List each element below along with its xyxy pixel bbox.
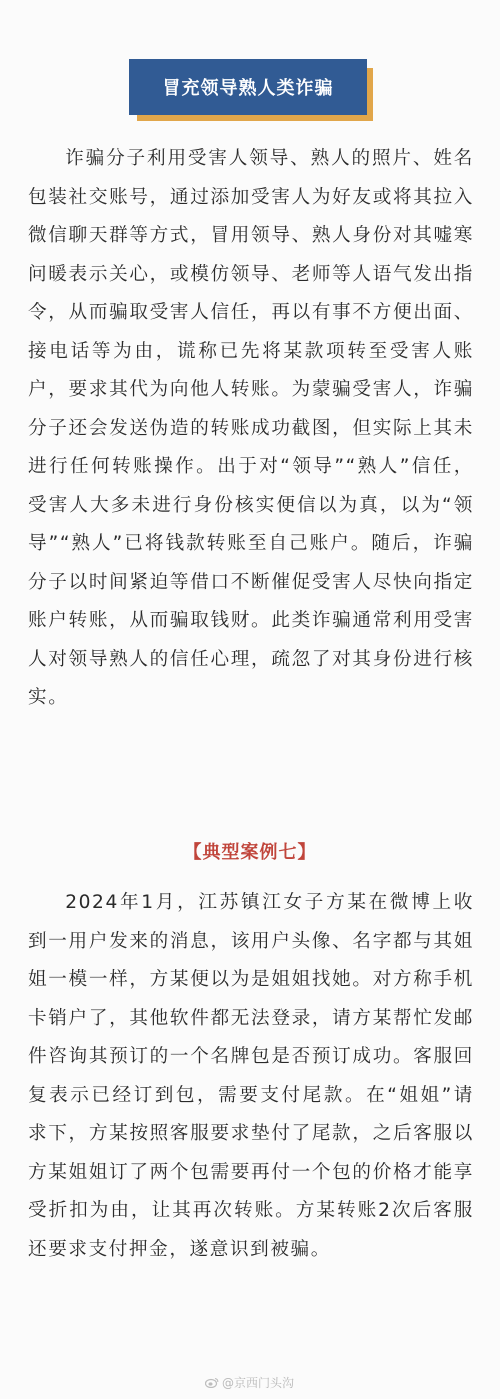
intro-paragraph: 诈骗分子利用受害人领导、熟人的照片、姓名包装社交账号，通过添加受害人为好友或将其拉入微信聊天群等方式，冒用领导、熟人身份对其嘘寒问暖表示关心，或模仿领导、老师等人语气发出指令，从而骗取受害人信任，再以有事不方便出面、接电话等为由，谎称已先将某款项转至受害人账户，要求其代为向他人转账。为蒙骗受害人，诈骗分子还会发送伪造的转账成功截图，但实际上其未进行任何转账操作。出于对“领导”“熟人”信任，受害人大多未进行身份核实便信以为真，以为“领导”“熟人”已将钱款转账至自己账户。随后，诈骗分子以时间紧迫等借口不断催促受害人尽快向指定账户转账，从而骗取钱财。此类诈骗通常利用受害人对领导熟人的信任心理，疏忽了对其身份进行核实。 — [28, 148, 474, 708]
weibo-icon — [205, 1377, 219, 1388]
section-header — [129, 59, 373, 121]
watermark-text: @京西门头沟 — [222, 1376, 295, 1390]
case-title: 【典型案例七】 — [183, 842, 317, 863]
section-title: 冒充领导熟人类诈骗 — [129, 59, 367, 115]
case-paragraph: 2024年1月，江苏镇江女子方某在微博上收到一用户发来的消息，该用户头像、名字都与其姐姐一模一样，方某便以为是姐姐找她。对方称手机卡销户了，其他软件都无法登录，请方某帮忙发邮件咨询其预订的一个名牌包是否预订成功。客服回复表示已经订到包，需要支付尾款。在“姐姐”请求下，方某按照客服要求垫付了尾款，之后客服以方某姐姐订了两个包需要再付一个包的价格才能享受折扣为由，让其再次转账。方某转账2次后客服还要求支付押金，遂意识到被骗。 — [28, 892, 474, 1260]
watermark — [205, 1374, 294, 1391]
